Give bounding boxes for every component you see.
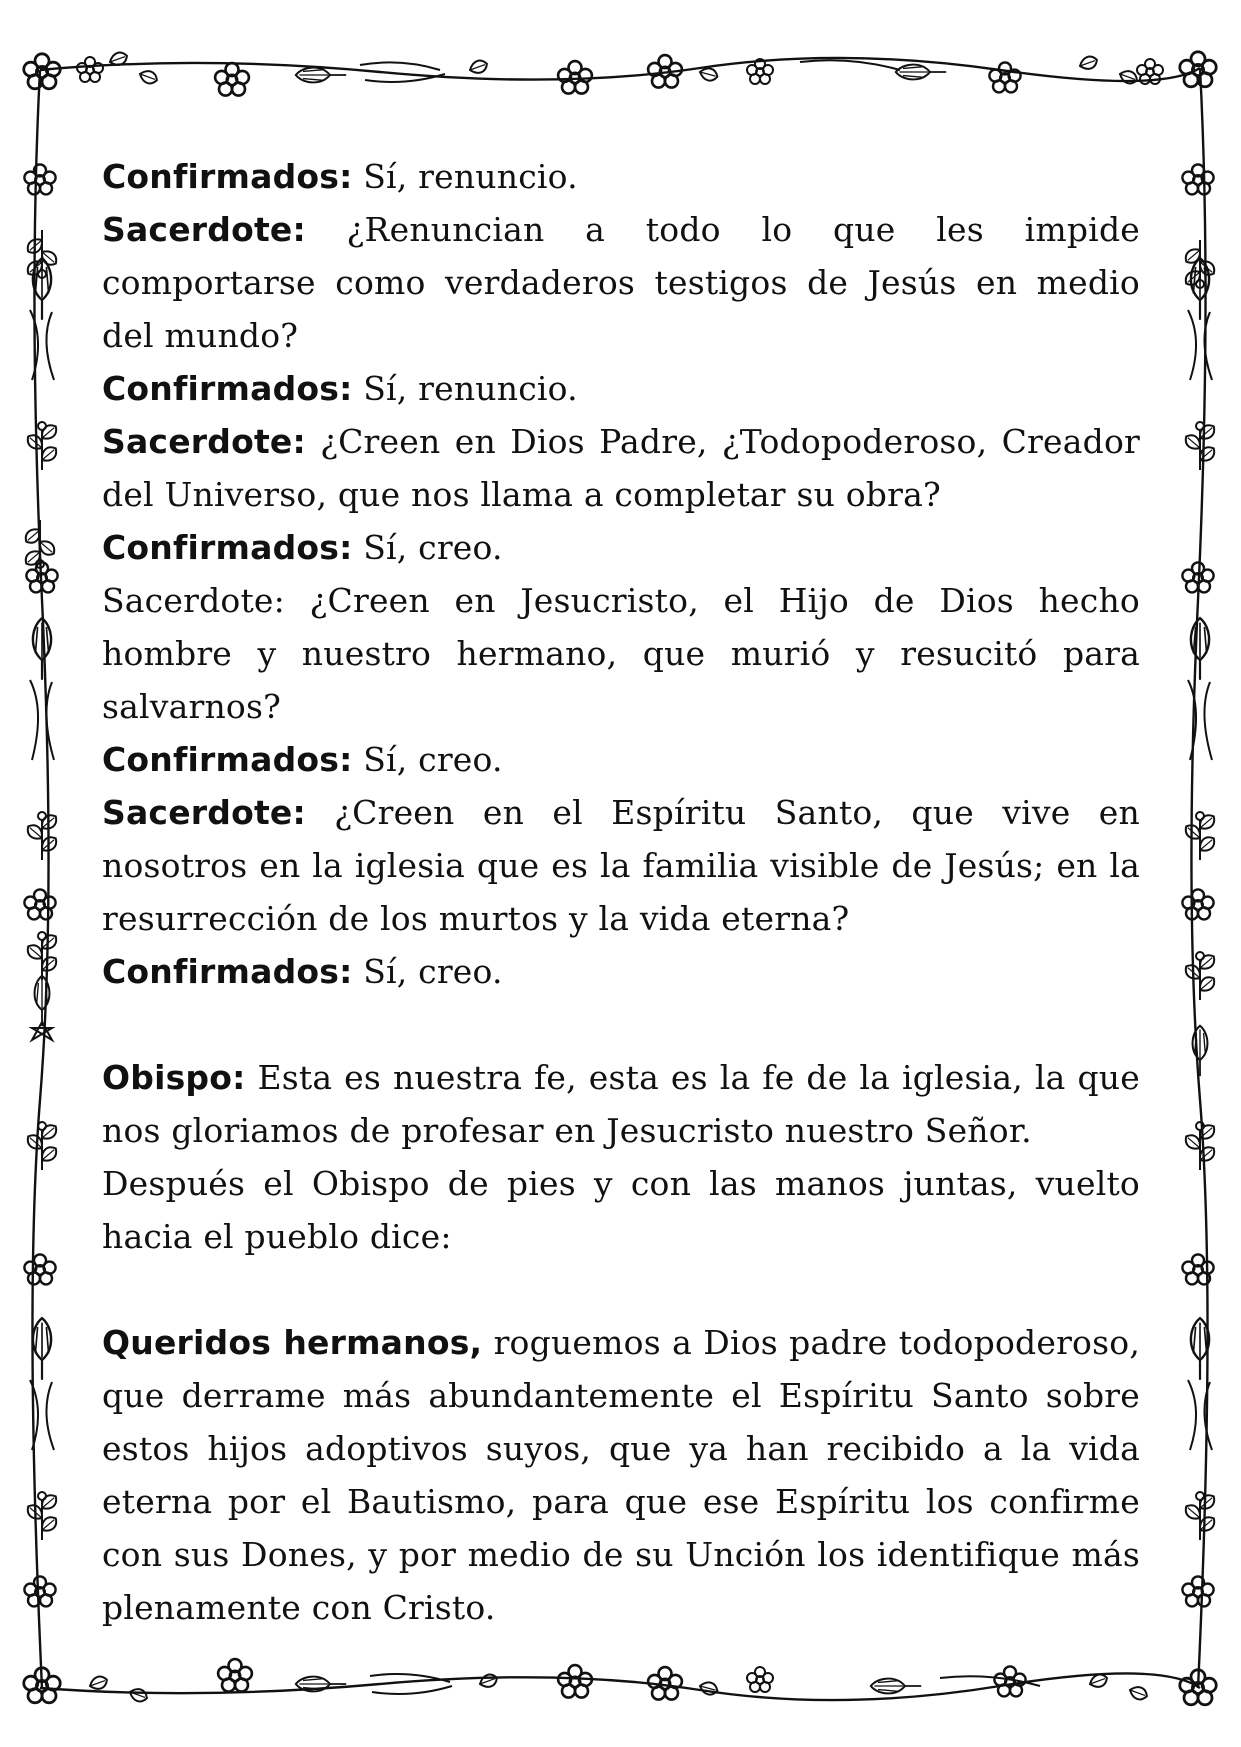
speaker-label: Sacerdote: [102, 793, 306, 832]
paragraph-text: Después el Obispo de pies y con las manos juntas, vuelto hacia el pueblo dice: [102, 1164, 1140, 1256]
paragraph-text: Sí, creo. [352, 528, 503, 567]
paragraph [102, 733, 1140, 786]
paragraph-text: Sacerdote: ¿Creen en Jesucristo, el Hijo de Dios hecho hombre y nuestro hermano, que murió y resucitó para salvarnos? [102, 581, 1140, 726]
paragraph-text: ¿Creen en el Espíritu Santo, que vive en nosotros en la iglesia que es la familia visible de Jesús; en la resurrección de los murtos y la vida eterna? [102, 793, 1140, 938]
paragraph [102, 945, 1140, 998]
paragraph-text: Esta es nuestra fe, esta es la fe de la iglesia, la que nos gloriamos de profesar en Jesucristo nuestro Señor. [102, 1058, 1140, 1150]
paragraph [102, 150, 1140, 203]
speaker-label: Confirmados: [102, 528, 353, 567]
paragraph [102, 521, 1140, 574]
speaker-label: Confirmados: [102, 740, 353, 779]
paragraph [102, 1157, 1140, 1263]
paragraph [102, 203, 1140, 362]
paragraph-text: Sí, creo. [352, 952, 503, 991]
speaker-label: Obispo: [102, 1058, 246, 1097]
paragraph [102, 574, 1140, 733]
speaker-label: Sacerdote: [102, 422, 306, 461]
speaker-label: Queridos hermanos, [102, 1323, 483, 1362]
speaker-label: Sacerdote: [102, 210, 306, 249]
paragraph [102, 1051, 1140, 1157]
paragraph-text: ¿Renuncian a todo lo que les impide comportarse como verdaderos testigos de Jesús en medio del mundo? [102, 210, 1140, 355]
paragraph-text: Sí, creo. [352, 740, 503, 779]
document-body [102, 150, 1140, 1634]
speaker-label: Confirmados: [102, 952, 353, 991]
paragraph [102, 415, 1140, 521]
paragraph [102, 786, 1140, 945]
paragraph-text: ¿Creen en Dios Padre, ¿Todopoderoso, Creador del Universo, que nos llama a completar su obra? [102, 422, 1140, 514]
paragraph [102, 1316, 1140, 1634]
paragraph-text: roguemos a Dios padre todopoderoso, que derrame más abundantemente el Espíritu Santo sobre estos hijos adoptivos suyos, que ya han recibido a la vida eterna por el Bautismo, para que ese Espíritu los confirme con sus Dones, y por medio de su Unción los identifique más plenamente con Cristo. [102, 1323, 1141, 1627]
paragraph [102, 362, 1140, 415]
paragraph-text: Sí, renuncio. [352, 157, 578, 196]
paragraph-text: Sí, renuncio. [352, 369, 578, 408]
speaker-label: Confirmados: [102, 157, 353, 196]
speaker-label: Confirmados: [102, 369, 353, 408]
